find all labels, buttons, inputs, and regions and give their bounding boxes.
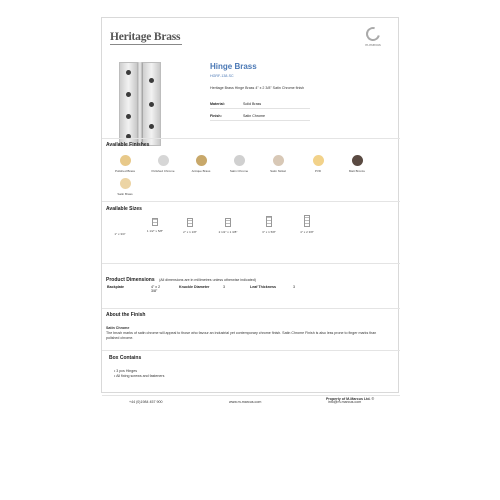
- spec-key: Material:: [210, 102, 225, 106]
- hinge-size-icon: [304, 215, 310, 227]
- dim-key: Backplate: [107, 285, 124, 289]
- sizes-heading: Available Sizes: [106, 206, 142, 212]
- spec-row-finish: [210, 114, 310, 121]
- swatch-dot: [313, 155, 324, 166]
- swatch-dot: [273, 155, 284, 166]
- size-item: [292, 215, 322, 234]
- box-item: • All fixing screws and fasteners: [114, 374, 165, 378]
- m-marcus-logo-icon: [363, 24, 382, 43]
- leaf-label: [250, 285, 276, 289]
- swatch-label: Satin Nickel: [270, 169, 286, 173]
- box-item: • 3 pcs Hinges: [114, 369, 138, 373]
- size-item: [140, 218, 170, 233]
- screw-icon: [126, 92, 131, 97]
- spec-key: Finish:: [210, 114, 222, 118]
- swatch-label: PVD: [314, 169, 322, 173]
- swatch-dot: [158, 155, 169, 166]
- divider: [102, 308, 400, 309]
- swatch-dot: [120, 155, 131, 166]
- screw-icon: [149, 78, 154, 83]
- size-item: [213, 218, 243, 234]
- product-description: Heritage Brass Hinge Brass 4" x 2 3/8" Satin Chrome finish: [210, 86, 305, 90]
- footer-phone[interactable]: +44 (0)1984 457 900: [129, 400, 163, 404]
- product-sku: HGRF-138-SC: [210, 74, 234, 78]
- backplate-label: [107, 285, 124, 289]
- dim-key: Leaf Thickness: [250, 285, 276, 289]
- size-item: [105, 218, 135, 236]
- finish-swatch: [344, 155, 370, 173]
- product-title: Hinge Brass: [210, 62, 257, 71]
- finish-swatch: [150, 155, 176, 173]
- finish-swatch: [265, 155, 291, 173]
- box-list: [114, 369, 404, 379]
- hinge-size-icon: [225, 218, 231, 227]
- swatch-label: Matt Bronze: [348, 169, 366, 173]
- sizes-section: [106, 206, 396, 212]
- hinge-size-icon: [152, 218, 158, 226]
- size-label: 1 1/2" x 5/8": [146, 229, 164, 233]
- divider: [102, 201, 400, 202]
- swatch-label: Polished Brass: [114, 169, 135, 173]
- size-item: [254, 216, 284, 234]
- finish-swatch: [305, 155, 331, 173]
- divider: [102, 350, 400, 351]
- finish-swatch: [188, 155, 214, 173]
- size-label: 2 1/2" x 1 3/8": [218, 230, 238, 234]
- dim-key: Knuckle Diameter: [179, 285, 210, 289]
- about-heading: About the Finish: [106, 312, 146, 318]
- about-section: [106, 312, 396, 318]
- hinge-product-image: [119, 62, 161, 146]
- box-section: [109, 355, 399, 361]
- dimensions-heading: Product Dimensions: [106, 277, 155, 283]
- size-label: 4" x 2 3/8": [300, 230, 314, 234]
- backplate-value: 4" x 2 3/8": [151, 285, 161, 293]
- divider: [102, 263, 400, 264]
- size-label: 3" x 1 5/8": [262, 230, 276, 234]
- property-notice: Property of M-Marcus Ltd. ©: [326, 397, 375, 401]
- screw-icon: [149, 124, 154, 129]
- box-item-text: All fixing screws and fasteners: [116, 374, 165, 378]
- hinge-knuckle: [137, 62, 143, 146]
- dimensions-note: (All dimensions are in millimetres unless otherwise indicated): [159, 278, 256, 282]
- knuckle-label: [179, 285, 209, 289]
- swatch-label: Satin Chrome: [229, 169, 249, 173]
- size-label: 1" x 3/4": [114, 232, 126, 236]
- swatch-label: Satin Brass: [117, 192, 133, 196]
- hinge-size-icon: [266, 216, 272, 227]
- footer-website[interactable]: www.m-marcus.com: [229, 400, 262, 404]
- swatch-dot: [352, 155, 363, 166]
- screw-icon: [149, 102, 154, 107]
- finish-swatch: [112, 178, 138, 196]
- dimensions-section: [106, 268, 396, 286]
- swatch-dot: [234, 155, 245, 166]
- finishes-section: [106, 142, 396, 148]
- about-body: [106, 326, 396, 341]
- spec-value: Satin Chrome: [243, 114, 265, 118]
- swatch-dot: [196, 155, 207, 166]
- spec-value: Solid Brass: [243, 102, 262, 106]
- screw-icon: [126, 114, 131, 119]
- divider: [102, 395, 400, 396]
- swatch-label: Antique Brass: [191, 169, 211, 173]
- about-text: The brush marks of satin chrome will appeal to those who favour an industrial yet contemporary chrome finish. Satin Chrome Finish is also less prone to finger marks than polished chrome.: [106, 331, 377, 340]
- divider: [102, 138, 400, 139]
- knuckle-value: 3: [223, 285, 225, 289]
- size-label: 2" x 1 1/8": [183, 230, 197, 234]
- m-marcus-logo: [362, 27, 384, 47]
- finishes-heading: Available Finishes: [106, 142, 150, 148]
- hinge-size-icon: [187, 218, 193, 227]
- m-marcus-logo-text: m-marcus: [365, 43, 381, 47]
- swatch-dot: [120, 178, 131, 189]
- logo-underline: [110, 44, 182, 45]
- swatch-label: Polished Chrome: [151, 169, 175, 173]
- spec-row-material: [210, 102, 310, 109]
- heritage-brass-logo: Heritage Brass: [110, 31, 181, 43]
- leaf-value: 3: [293, 285, 295, 289]
- finish-swatch: [112, 155, 138, 173]
- screw-icon: [126, 70, 131, 75]
- box-item-text: 3 pcs Hinges: [116, 369, 138, 373]
- size-item: [175, 218, 205, 234]
- box-heading: Box Contains: [109, 355, 142, 361]
- footer-email[interactable]: info@m-marcus.com: [328, 400, 362, 404]
- finish-swatch: [226, 155, 252, 173]
- about-subheading: Satin Chrome: [106, 326, 130, 330]
